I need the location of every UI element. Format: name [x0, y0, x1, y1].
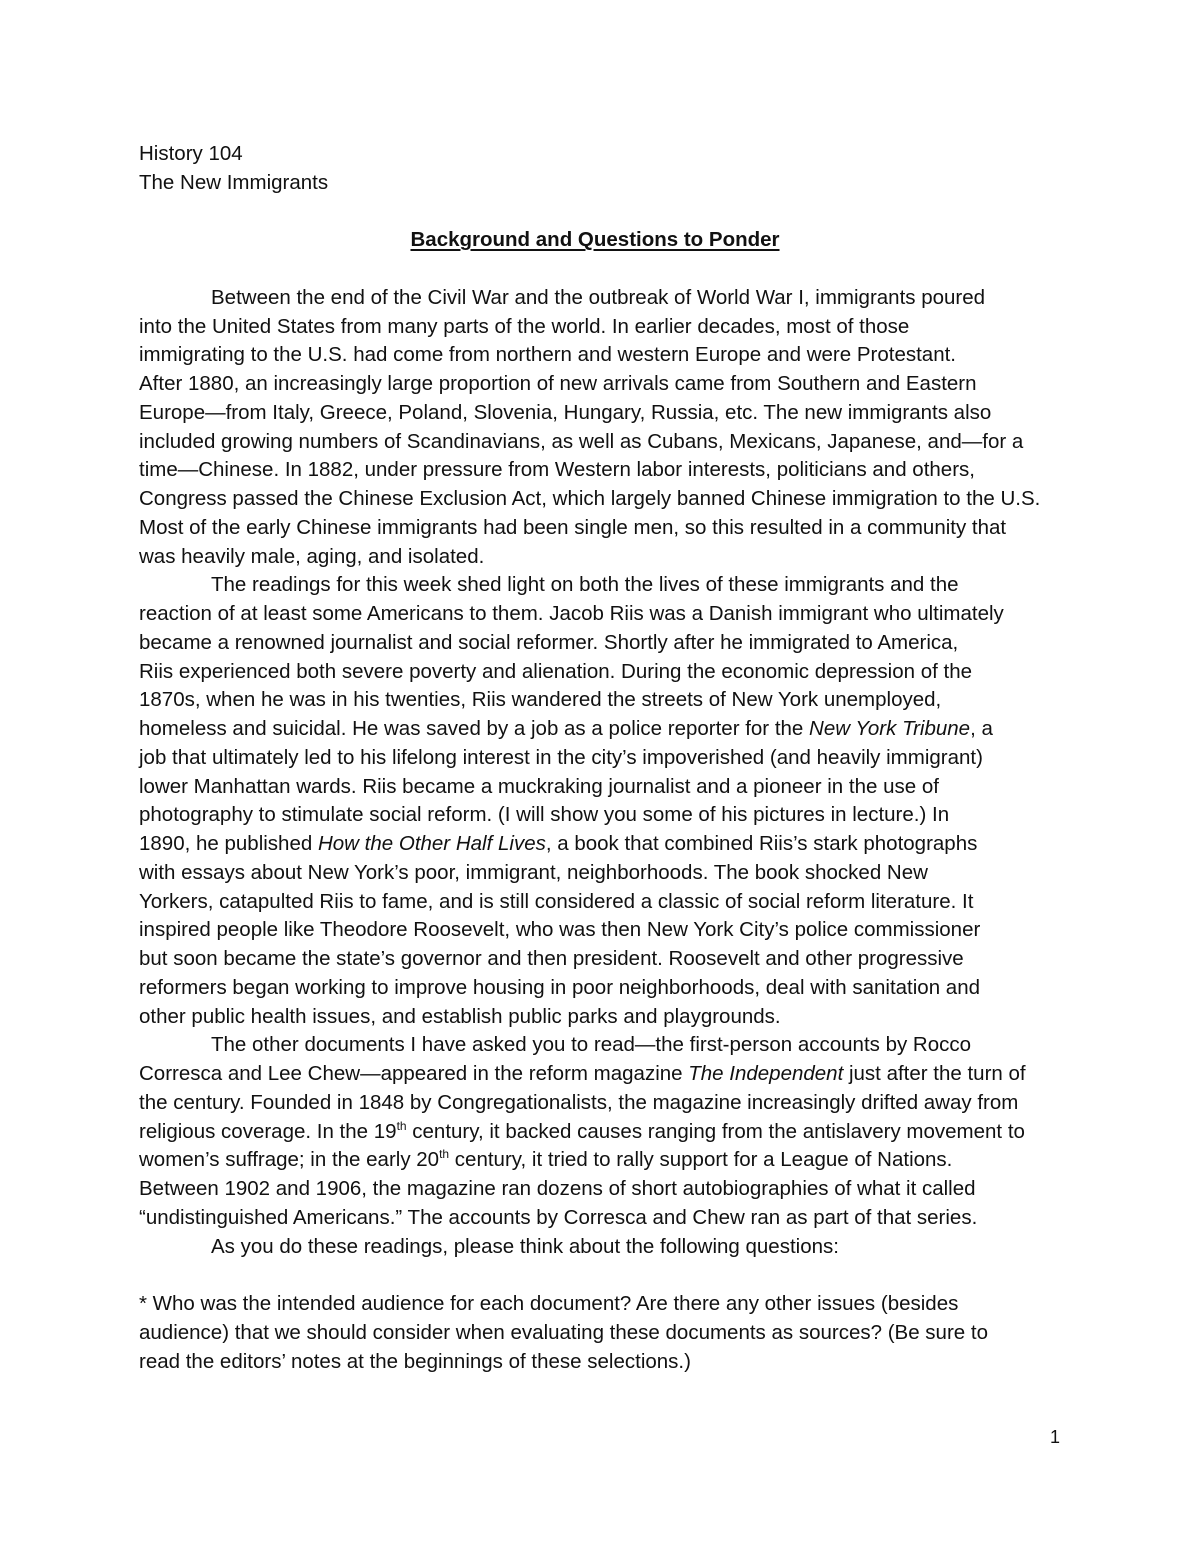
magazine-title: The Independent [688, 1062, 844, 1085]
book-title: How the Other Half Lives [317, 832, 546, 855]
course-title: History 104 [139, 142, 243, 165]
paragraph-line: photography to stimulate social reform. (I will show you some of his pictures in lecture.) In [139, 803, 950, 827]
paragraph-line: job that ultimately led to his lifelong interest in the city’s impoverished (and heavily immigrant) [139, 745, 983, 769]
line-text: 1890, he published [139, 832, 318, 855]
paragraph-line: into the United States from many parts of the world. In earlier decades, most of those [139, 314, 910, 338]
line-text: , a [970, 717, 993, 740]
paragraph-line: immigrating to the U.S. had come from northern and western Europe and were Protestant. [139, 343, 956, 367]
paragraph-line: included growing numbers of Scandinavians, as well as Cubans, Mexicans, Japanese, and—for a [139, 429, 1024, 453]
paragraph-line: inspired people like Theodore Roosevelt, who was then New York City’s police commissioner [139, 918, 981, 942]
paragraph-line [139, 1060, 1051, 1089]
paragraph-line: The readings for this week shed light on both the lives of these immigrants and the [211, 573, 959, 597]
paragraph-line: Most of the early Chinese immigrants had been single men, so this resulted in a community that [139, 515, 1007, 539]
question-line: read the editors’ notes at the beginnings of these selections.) [139, 1349, 691, 1373]
line-text: century, it tried to rally support for a League of Nations. [449, 1148, 953, 1172]
spacer [139, 1261, 1051, 1290]
paragraph-line: Between 1902 and 1906, the magazine ran dozens of short autobiographies of what it called [139, 1177, 976, 1200]
paragraph-line: lower Manhattan wards. Riis became a muckraking journalist and a pioneer in the use of [139, 774, 939, 798]
spacer [139, 198, 1051, 227]
paragraph-line: other public health issues, and establish public parks and playgrounds. [139, 1004, 781, 1028]
document-title: The New Immigrants [139, 170, 329, 194]
paragraph-line: reformers began working to improve housing in poor neighborhoods, deal with sanitation and [139, 975, 981, 999]
line-text: homeless and suicidal. He was saved by a job as a police reporter for the [139, 717, 810, 740]
paragraph-line: After 1880, an increasingly large proportion of new arrivals came from Southern and Eastern [139, 372, 977, 395]
document-body [139, 140, 1051, 1376]
ordinal-suffix: th [396, 1118, 407, 1133]
paragraph-line: Yorkers, catapulted Riis to fame, and is still considered a classic of social reform literature. It [139, 889, 974, 913]
paragraph-line: Between the end of the Civil War and the outbreak of World War I, immigrants poured [211, 285, 986, 309]
paragraph-line: became a renowned journalist and social reformer. Shortly after he immigrated to America, [139, 630, 959, 654]
paragraph-line [139, 1118, 1051, 1147]
paragraph-line: was heavily male, aging, and isolated. [139, 544, 485, 568]
paragraph-line: time—Chinese. In 1882, under pressure from Western labor interests, politicians and others, [139, 458, 975, 482]
paragraph-line: but soon became the state’s governor and then president. Roosevelt and other progressive [139, 947, 964, 970]
line-text: just after the turn of [843, 1062, 1026, 1085]
section-heading: Background and Questions to Ponder [410, 228, 780, 252]
paragraph-line: “undistinguished Americans.” The accounts by Corresca and Chew ran as part of that series. [139, 1205, 978, 1229]
paragraph-line [139, 830, 1051, 859]
line-text: women’s suffrage; in the early 20 [139, 1148, 440, 1172]
paragraph-line: Riis experienced both severe poverty and alienation. During the economic depression of the [139, 659, 973, 683]
newspaper-title: New York Tribune [809, 717, 971, 740]
ordinal-suffix: th [439, 1147, 450, 1162]
paragraph-line: 1870s, when he was in his twenties, Riis wandered the streets of New York unemployed, [139, 688, 942, 712]
question-line: * Who was the intended audience for each document? Are there any other issues (besides [139, 1292, 959, 1315]
paragraph-line: Congress passed the Chinese Exclusion Act, which largely banned Chinese immigration to the U.S. [139, 487, 1041, 510]
paragraph-line: reaction of at least some Americans to them. Jacob Riis was a Danish immigrant who ultimately [139, 602, 1004, 625]
page-number: 1 [1049, 1427, 1060, 1447]
line-text: century, it backed causes ranging from the antislavery movement to [406, 1119, 1025, 1143]
paragraph-line [139, 1146, 1051, 1175]
line-text: , a book that combined Riis’s stark photographs [545, 832, 978, 855]
paragraph-line: Europe—from Italy, Greece, Poland, Slovenia, Hungary, Russia, etc. The new immigrants also [139, 400, 992, 424]
paragraph-line: the century. Founded in 1848 by Congregationalists, the magazine increasingly drifted away from [139, 1090, 1019, 1114]
question-line: audience) that we should consider when evaluating these documents as sources? (Be sure to [139, 1320, 988, 1344]
paragraph-line: with essays about New York’s poor, immigrant, neighborhoods. The book shocked New [139, 860, 928, 884]
line-text: Corresca and Lee Chew—appeared in the reform magazine [139, 1062, 689, 1085]
paragraph-line: The other documents I have asked you to read—the first-person accounts by Rocco [211, 1033, 972, 1057]
line-text: religious coverage. In the 19 [139, 1119, 397, 1143]
paragraph-line: As you do these readings, please think about the following questions: [211, 1234, 839, 1258]
spacer [139, 255, 1051, 284]
paragraph-line [139, 715, 1051, 744]
